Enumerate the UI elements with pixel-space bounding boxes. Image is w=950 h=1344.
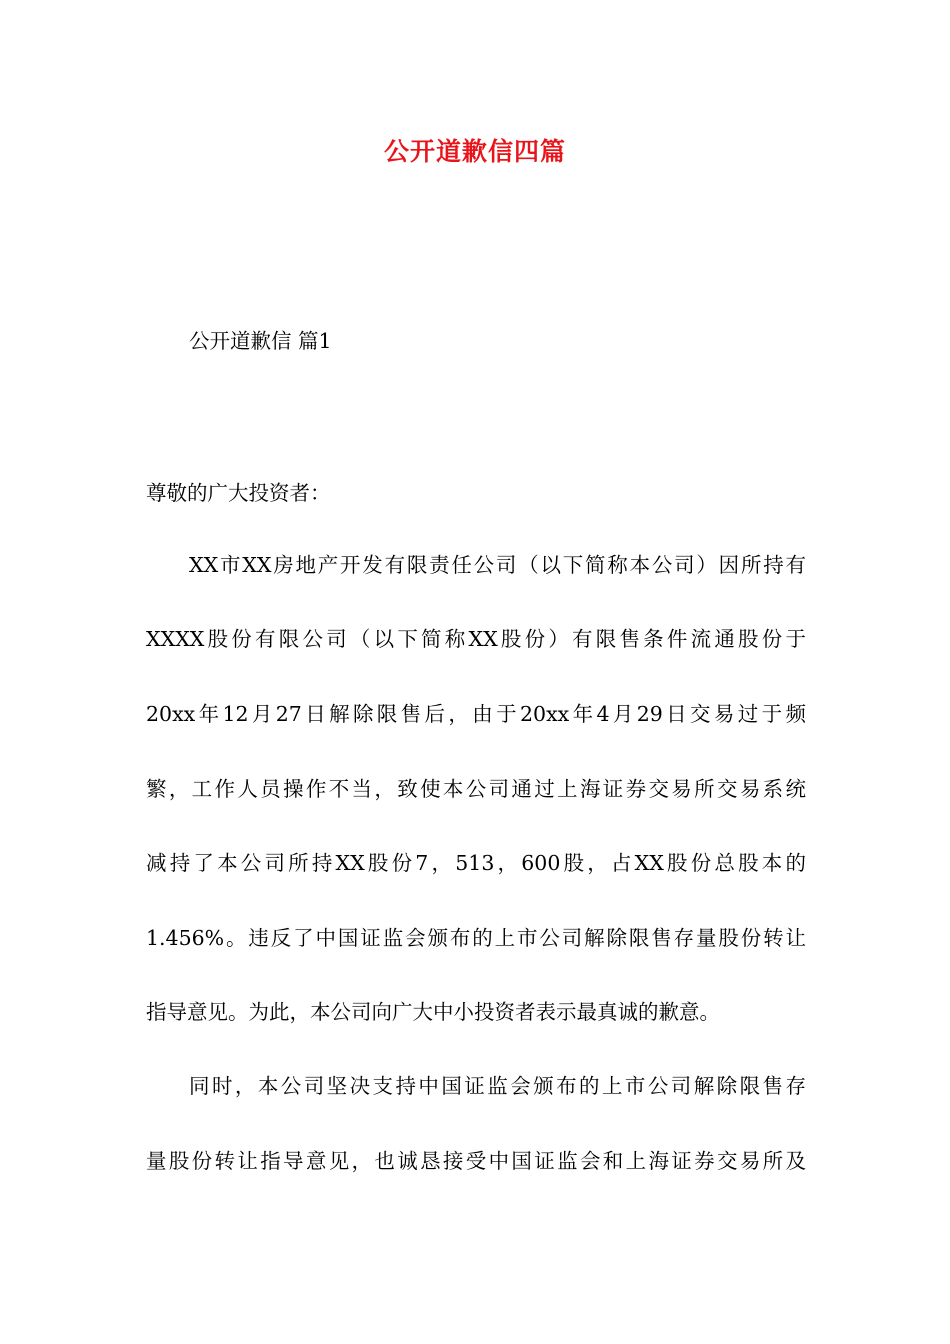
document-title: 公开道歉信四篇	[383, 137, 566, 166]
salutation: 尊敬的广大投资者：	[146, 481, 331, 505]
paragraph-line: 量股份转让指导意见，也诚恳接受中国证监会和上海证券交易所及	[146, 1149, 806, 1173]
paragraph-line: 指导意见。为此，本公司向广大中小投资者表示最真诚的歉意。	[146, 1000, 720, 1024]
paragraph-line: 同时，本公司坚决支持中国证监会颁布的上市公司解除限售存	[189, 1074, 806, 1098]
paragraph-line: XXXX股份有限公司（以下简称XX股份）有限售条件流通股份于	[146, 627, 806, 651]
paragraph-line: 1.456%。违反了中国证监会颁布的上市公司解除限售存量股份转让	[146, 926, 806, 950]
section-heading: 公开道歉信 篇1	[189, 329, 332, 353]
paragraph-line: 20xx年12月27日解除限售后，由于20xx年4月29日交易过于频	[146, 702, 806, 726]
paragraph-line: 减持了本公司所持XX股份7，513，600股，占XX股份总股本的	[146, 851, 806, 875]
paragraph-line: 繁，工作人员操作不当，致使本公司通过上海证券交易所交易系统	[146, 777, 806, 801]
paragraph-line: XX市XX房地产开发有限责任公司（以下简称本公司）因所持有	[189, 553, 806, 577]
